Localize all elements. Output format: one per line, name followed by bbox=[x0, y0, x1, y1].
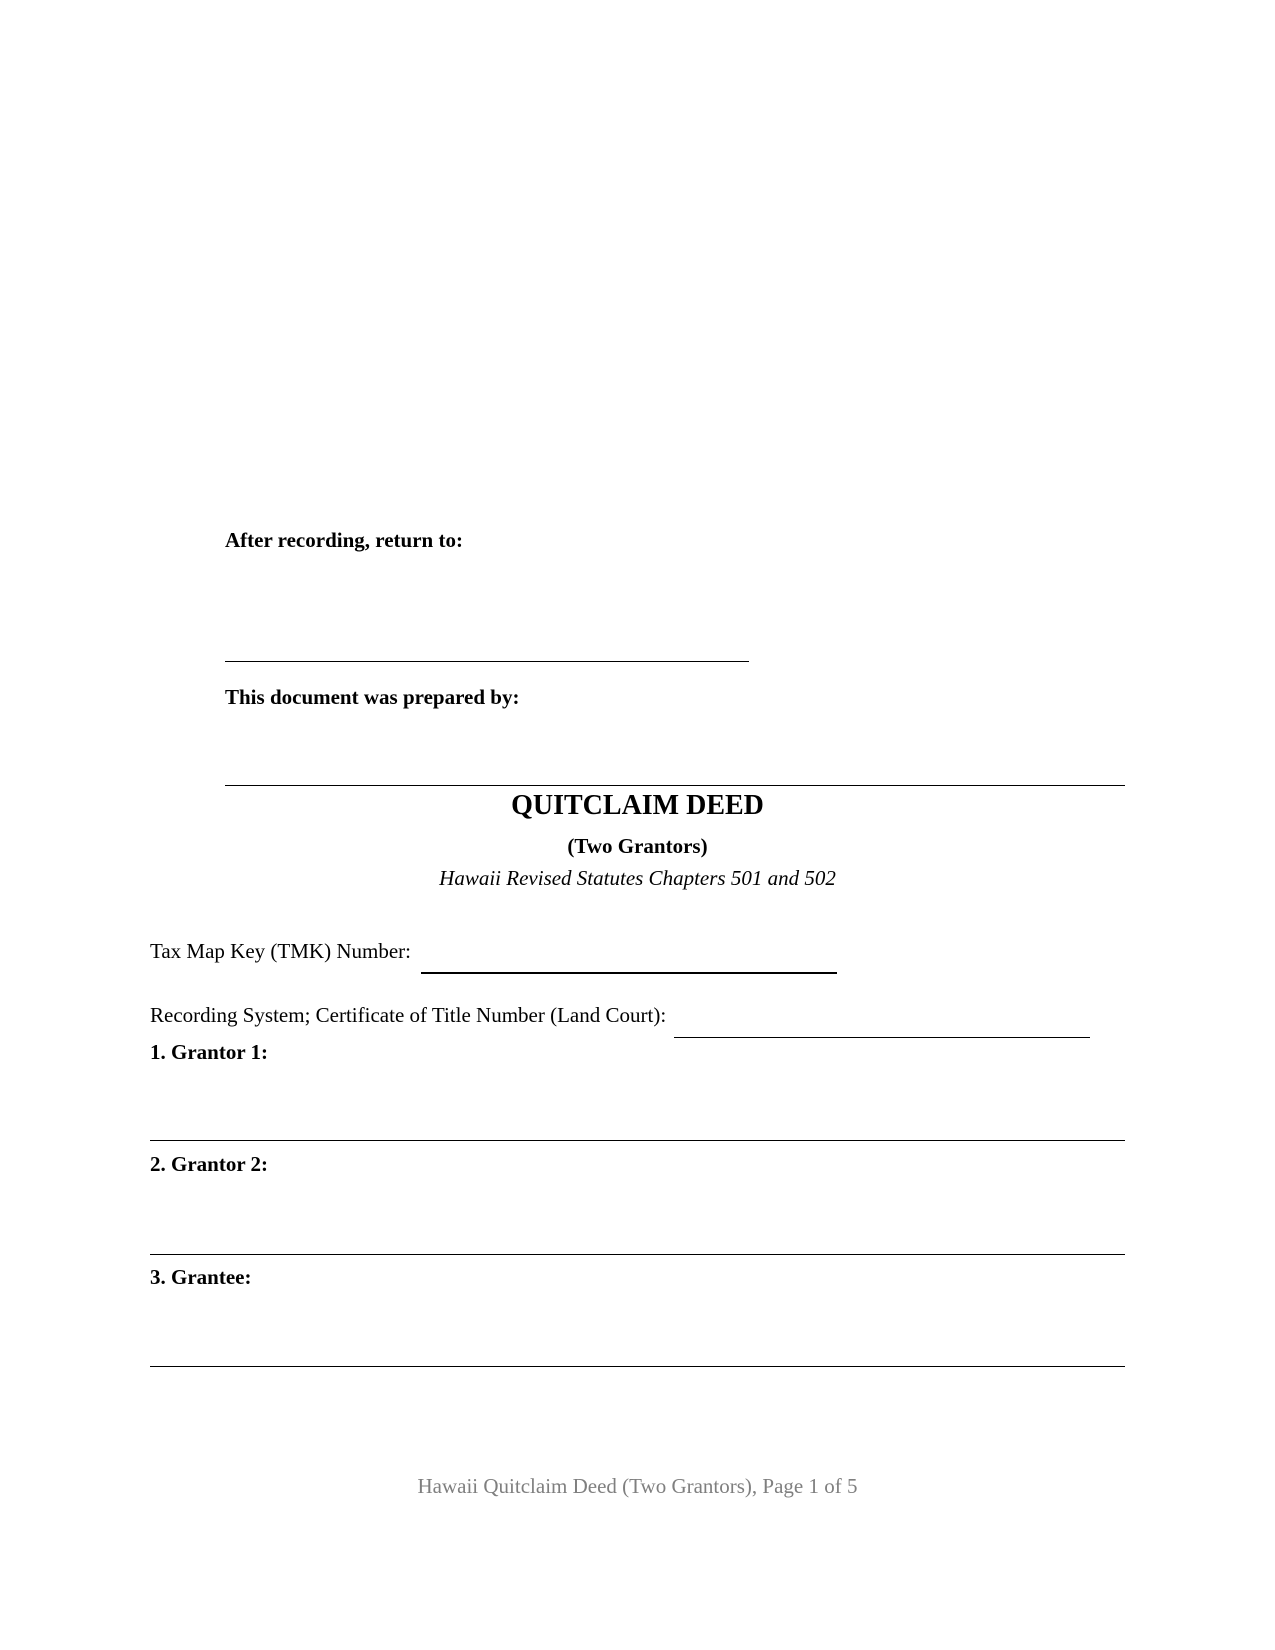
return-to-blank-line[interactable] bbox=[225, 661, 749, 662]
recording-system-label: Recording System; Certificate of Title Number (Land Court): bbox=[150, 1003, 667, 1027]
document-title: QUITCLAIM DEED bbox=[511, 790, 764, 821]
return-to-label: After recording, return to: bbox=[225, 528, 463, 552]
statute-reference: Hawaii Revised Statutes Chapters 501 and 502 bbox=[439, 866, 836, 890]
grantee-field[interactable] bbox=[150, 1366, 1125, 1367]
tmk-number-label: Tax Map Key (TMK) Number: bbox=[150, 939, 411, 963]
grantor-2-field[interactable] bbox=[150, 1254, 1125, 1255]
prepared-by-label: This document was prepared by: bbox=[225, 685, 520, 709]
page-footer: Hawaii Quitclaim Deed (Two Grantors), Page 1 of 5 bbox=[417, 1474, 858, 1498]
document-subtitle: (Two Grantors) bbox=[567, 834, 708, 858]
grantor-1-field[interactable] bbox=[150, 1140, 1125, 1141]
grantee-label: 3. Grantee: bbox=[150, 1265, 252, 1289]
grantor-1-label: 1. Grantor 1: bbox=[150, 1040, 269, 1064]
certificate-of-title-field[interactable] bbox=[674, 1037, 1090, 1038]
tmk-number-field[interactable] bbox=[421, 972, 837, 974]
grantor-2-label: 2. Grantor 2: bbox=[150, 1152, 269, 1176]
prepared-by-blank-line[interactable] bbox=[225, 785, 1125, 786]
